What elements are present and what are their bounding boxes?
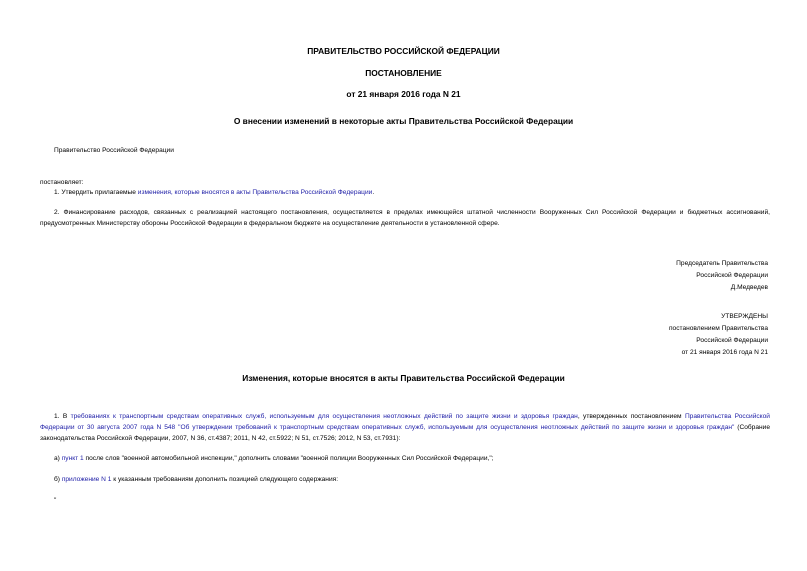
requirements-link[interactable]: требованиях к транспортным средствам оперативных служб, используемым для осуществления неотложных действий по защите жизни и здоровья граждан [70,413,578,420]
document-title: О внесении изменений в некоторые акты Правительства Российской Федерации [233,116,574,126]
change-1 [40,411,770,444]
signature-block [676,258,768,294]
approval-line-3: Российской Федерации [696,337,768,344]
signature-position-line-1: Председатель Правительства [676,260,768,267]
appendix-1-link[interactable]: приложение N 1 [61,476,112,483]
approval-line-2: постановлением Правительства [668,325,768,332]
change-1-mid: , утвержденных постановлением [577,413,685,420]
document-date-number: от 21 января 2016 года N 21 [346,89,461,99]
item-1 [54,187,374,198]
government-heading: ПРАВИТЕЛЬСТВО РОССИЙСКОЙ ФЕДЕРАЦИИ [307,46,500,56]
document-type: ПОСТАНОВЛЕНИЕ [365,68,442,78]
resolution-548-link[interactable]: Правительства Российской Федерации от 30 августа 2007 года N 548 "Об утверждении требований к транспортным средствам оперативных служб, используемым для осуществления неотложных действий по защите жизни и здоровья граждан" [40,413,770,431]
approval-block [669,311,768,359]
change-1-suffix: (Собрание законодательства Российской Федерации, 2007, N 36, ст.4387; 2011, N 42, ст.5922; N 51, ст.7526; 2012, N 53, ст.7931): [40,424,770,442]
sub-item-b [54,474,338,485]
sub-item-a-suffix: после слов "военной автомобильной инспекции," дополнить словами "военной полиции Вооруженных Сил Российской Федерации,"; [83,455,494,462]
changes-title: Изменения, которые вносятся в акты Правительства Российской Федерации [242,373,565,383]
approval-line-4: от 21 января 2016 года N 21 [681,349,768,356]
item-1-suffix: . [372,189,375,196]
item-1-prefix: 1. Утвердить прилагаемые [54,189,138,196]
sub-item-a [54,453,494,464]
signature-name: Д.Медведев [730,284,768,291]
quote-mark: " [54,497,57,504]
issuer-text: Правительство Российской Федерации [54,147,174,154]
resolves-text: постановляет: [40,179,84,186]
changes-link[interactable]: изменения, которые вносятся в акты Правительства Российской Федерации [137,189,373,196]
sub-item-b-prefix: б) [54,476,62,483]
sub-item-a-prefix: а) [54,455,62,462]
approval-line-1: УТВЕРЖДЕНЫ [721,313,768,320]
sub-item-b-suffix: к указанным требованиям дополнить позицией следующего содержания: [111,476,339,483]
change-1-prefix: 1. В [54,413,71,420]
signature-position-line-2: Российской Федерации [696,272,768,279]
paragraph-1-link[interactable]: пункт 1 [61,455,84,462]
item-2: 2. Финансирование расходов, связанных с реализацией настоящего постановления, осуществляется в пределах имеющейся штатной численности Вооруженных Сил Российской Федерации и бюджетных ассигнований, предусмотренных Министерству обороны Российской Федерации в федеральном бюджете на осуществление деятельности в установленной сфере. [40,209,770,227]
